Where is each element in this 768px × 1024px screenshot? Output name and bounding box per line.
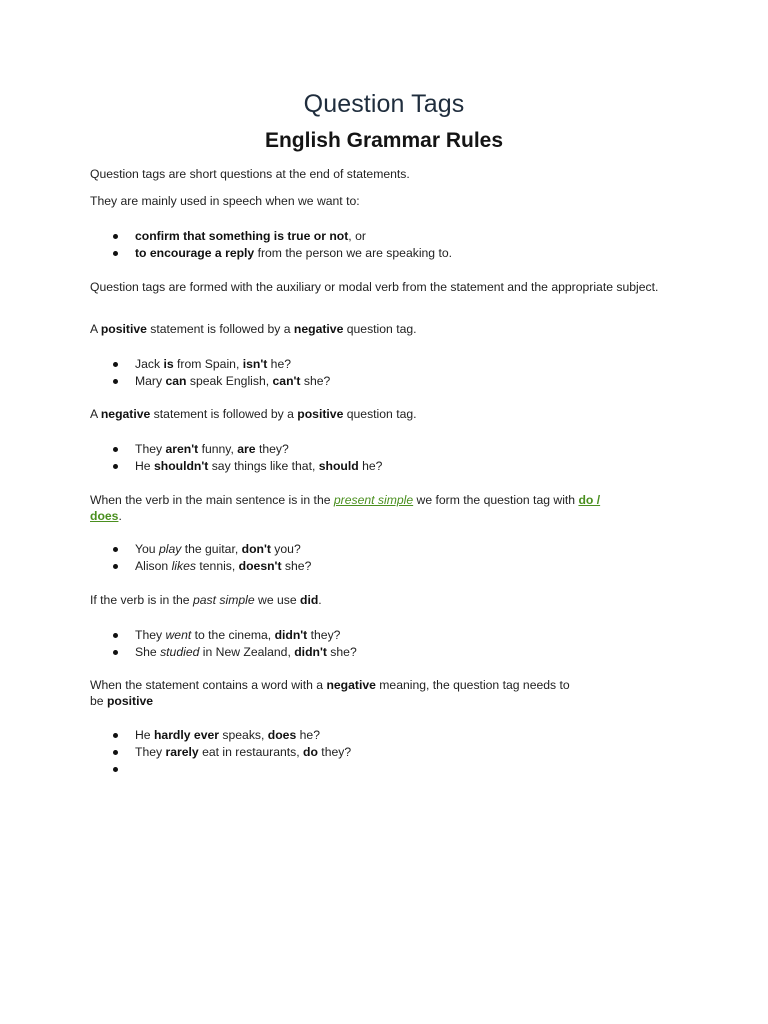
list-item: He hardly ever speaks, does he?: [90, 727, 670, 744]
bullet-icon: [113, 750, 118, 755]
intro-paragraph-1: Question tags are short questions at the end of statements.: [90, 167, 410, 181]
list-item: They aren't funny, are they?: [90, 441, 670, 458]
formation-paragraph: Question tags are formed with the auxiliary or modal verb from the statement and the appropriate subject.: [90, 280, 659, 294]
list-item: Alison likes tennis, doesn't she?: [90, 558, 670, 575]
page-subtitle: English Grammar Rules: [264, 129, 504, 152]
negative-rule-paragraph: A negative statement is followed by a positive question tag.: [90, 407, 417, 421]
bullet-icon: [113, 564, 118, 569]
list-item: You play the guitar, don't you?: [90, 541, 670, 558]
positive-rule-paragraph: A positive statement is followed by a negative question tag.: [90, 322, 417, 336]
list-item: They went to the cinema, didn't they?: [90, 627, 670, 644]
bullet-icon: [113, 234, 118, 239]
intro-paragraph-2: They are mainly used in speech when we want to:: [90, 194, 360, 208]
bullet-icon: [113, 767, 118, 772]
do-does-link[interactable]: do / does: [90, 493, 601, 523]
past-rule-paragraph: If the verb is in the past simple we use did.: [90, 593, 322, 607]
list-item: to encourage a reply from the person we are speaking to.: [90, 245, 670, 262]
past-examples-list: [90, 627, 670, 661]
positive-examples-list: [90, 356, 670, 390]
bullet-icon: [113, 362, 118, 367]
bullet-icon: [113, 733, 118, 738]
bullet-icon: [113, 650, 118, 655]
present-simple-link[interactable]: present simple: [333, 493, 414, 507]
present-examples-list: [90, 541, 670, 575]
negative-examples-list: [90, 441, 670, 475]
list-item: confirm that something is true or not, or: [90, 228, 670, 245]
list-item: They rarely eat in restaurants, do they?: [90, 744, 670, 761]
uses-list: [90, 228, 670, 262]
negative-word-rule-paragraph: When the statement contains a word with a negative meaning, the question tag needs to be positive: [90, 678, 570, 708]
bullet-icon: [113, 251, 118, 256]
negative-word-examples-list: [90, 727, 670, 778]
bullet-icon: [113, 464, 118, 469]
bullet-icon: [113, 547, 118, 552]
bullet-icon: [113, 633, 118, 638]
list-item: Jack is from Spain, isn't he?: [90, 356, 670, 373]
list-item: He shouldn't say things like that, should he?: [90, 458, 670, 475]
bullet-icon: [113, 447, 118, 452]
list-item: Mary can speak English, can't she?: [90, 373, 670, 390]
list-item-empty: [90, 761, 670, 778]
page-title: Question Tags: [303, 90, 465, 118]
bullet-icon: [113, 379, 118, 384]
present-rule-paragraph: When the verb in the main sentence is in the present simple we form the question tag with do / does.: [90, 493, 601, 523]
list-item: She studied in New Zealand, didn't she?: [90, 644, 670, 661]
